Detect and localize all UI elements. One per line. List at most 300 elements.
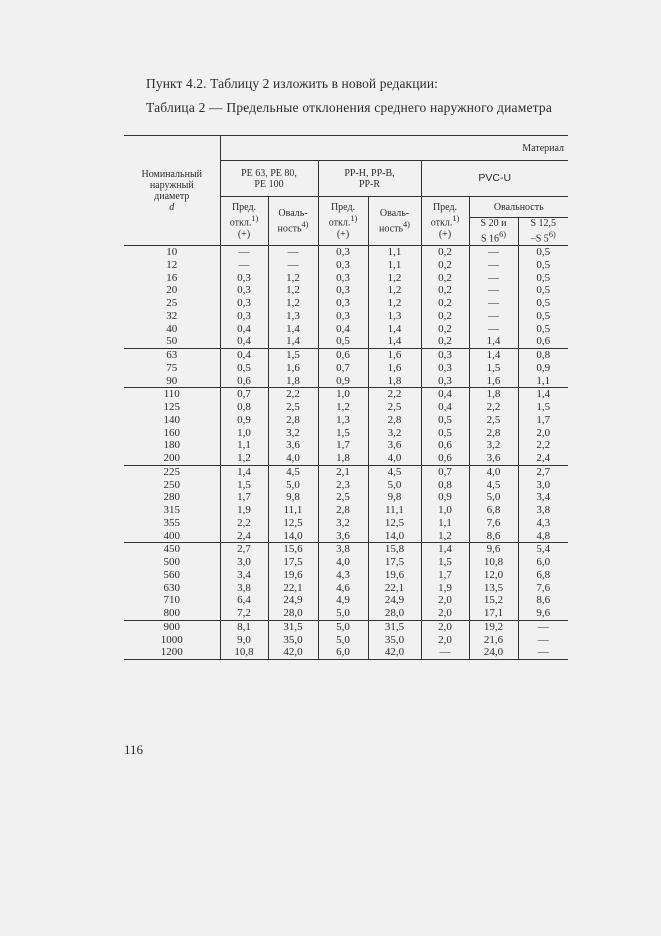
diameter-cell: 250 (163, 478, 180, 491)
diameter-cell: 32 (166, 309, 178, 322)
value-cell: 1,5 (268, 349, 318, 362)
table-row (124, 297, 568, 310)
value-cell: 9,8 (268, 491, 318, 504)
value-cell: 1,6 (368, 349, 421, 362)
value-cell: 3,6 (318, 530, 368, 543)
table-row (124, 620, 568, 633)
value-cell: — (268, 259, 318, 272)
value-cell: 0,7 (421, 465, 469, 478)
value-cell: 24,9 (368, 594, 421, 607)
value-cell: 2,5 (368, 401, 421, 414)
page-number: 116 (124, 742, 144, 757)
value-cell: 2,5 (268, 401, 318, 414)
value-cell: 9,8 (368, 491, 421, 504)
value-cell: 0,3 (220, 310, 268, 323)
value-cell: — (518, 646, 568, 659)
value-cell: 17,5 (368, 556, 421, 569)
value-cell: 1,5 (421, 556, 469, 569)
value-cell: 2,7 (220, 543, 268, 556)
value-cell: 3,2 (368, 427, 421, 440)
table-row (124, 479, 568, 492)
value-cell: 3,8 (220, 582, 268, 595)
value-cell: 0,8 (220, 401, 268, 414)
table-row (124, 401, 568, 414)
value-cell: 2,4 (220, 530, 268, 543)
value-cell: 2,2 (268, 388, 318, 401)
value-cell: 12,5 (268, 517, 318, 530)
diameter-cell: 12 (166, 258, 178, 271)
value-cell: 0,5 (220, 362, 268, 375)
table-row (124, 388, 568, 401)
value-cell: 8,6 (518, 594, 568, 607)
value-cell: 3,0 (220, 556, 268, 569)
value-cell: — (518, 634, 568, 647)
value-cell: 28,0 (268, 607, 318, 620)
value-cell: 5,0 (469, 491, 518, 504)
value-cell: 0,3 (421, 362, 469, 375)
value-cell: 31,5 (368, 620, 421, 633)
value-cell: 1,9 (421, 582, 469, 595)
value-cell: — (518, 620, 568, 633)
value-cell: 1,2 (368, 284, 421, 297)
value-cell: 0,7 (318, 362, 368, 375)
diameter-header: Номинальный наружный диаметр d (124, 136, 220, 246)
table-row (124, 465, 568, 478)
value-cell: 1,5 (220, 479, 268, 492)
value-cell: 3,4 (220, 569, 268, 582)
value-cell: 0,3 (318, 310, 368, 323)
value-cell: — (268, 246, 318, 259)
table-row (124, 491, 568, 504)
value-cell: 1,8 (268, 375, 318, 388)
value-cell: 31,5 (268, 620, 318, 633)
diameter-cell: 63 (166, 349, 178, 361)
value-cell: 0,3 (318, 284, 368, 297)
value-cell: 17,1 (469, 607, 518, 620)
table-row (124, 362, 568, 375)
value-cell: 0,2 (421, 323, 469, 336)
value-cell: 1,6 (268, 362, 318, 375)
table-row (124, 246, 568, 259)
value-cell: 0,3 (220, 297, 268, 310)
amendment-heading: Пункт 4.2. Таблицу 2 изложить в новой редакции: (146, 76, 439, 91)
value-cell: 0,7 (220, 388, 268, 401)
value-cell: 4,0 (469, 465, 518, 478)
table-row (124, 517, 568, 530)
value-cell: 1,7 (421, 569, 469, 582)
value-cell: 3,2 (268, 427, 318, 440)
value-cell: 28,0 (368, 607, 421, 620)
pp-deviation-header: Пред. откл.$^{1)}$ (+) (318, 197, 368, 246)
value-cell: 1,6 (469, 375, 518, 388)
value-cell: 0,9 (421, 491, 469, 504)
value-cell: 4,0 (268, 452, 318, 465)
diameter-cell: 10 (166, 246, 178, 258)
value-cell: 3,6 (368, 439, 421, 452)
table-row (124, 530, 568, 543)
diameter-cell: 125 (163, 401, 180, 413)
diameter-cell: 900 (163, 620, 180, 633)
diameter-cell: 50 (124, 335, 220, 348)
value-cell: 2,8 (268, 414, 318, 427)
value-cell: — (469, 297, 518, 310)
table-row (124, 349, 568, 362)
table-row (124, 259, 568, 272)
value-cell: 0,8 (518, 349, 568, 362)
value-cell: 0,5 (518, 246, 568, 259)
value-cell: 0,5 (421, 414, 469, 427)
value-cell: 1,3 (368, 310, 421, 323)
value-cell: 0,6 (318, 349, 368, 362)
value-cell: 2,8 (469, 427, 518, 440)
value-cell: 0,4 (220, 323, 268, 336)
value-cell: — (469, 259, 518, 272)
value-cell: — (469, 246, 518, 259)
value-cell: 4,6 (318, 582, 368, 595)
diameter-cell: 1000 (160, 633, 183, 646)
value-cell: 14,0 (268, 530, 318, 543)
value-cell: 1,1 (421, 517, 469, 530)
diameter-cell: 355 (163, 516, 180, 529)
value-cell: 0,5 (518, 284, 568, 297)
table-row (124, 272, 568, 285)
value-cell: 5,0 (368, 479, 421, 492)
value-cell: 2,3 (318, 479, 368, 492)
value-cell: 0,4 (220, 349, 268, 362)
value-cell: 7,6 (469, 517, 518, 530)
value-cell: 1,7 (220, 491, 268, 504)
value-cell: 6,4 (220, 594, 268, 607)
pp-ovality-header: Оваль- ность$^{4)}$ (368, 197, 421, 246)
value-cell: 3,4 (518, 491, 568, 504)
table-body (124, 246, 568, 660)
value-cell: 1,3 (268, 310, 318, 323)
value-cell: 4,3 (518, 517, 568, 530)
diameter-cell: 160 (163, 426, 180, 439)
diameter-cell: 400 (124, 530, 220, 543)
value-cell: 1,5 (518, 401, 568, 414)
value-cell: 1,8 (469, 388, 518, 401)
value-cell: 13,5 (469, 582, 518, 595)
value-cell: 12,5 (368, 517, 421, 530)
value-cell: 0,2 (421, 335, 469, 348)
value-cell: 0,6 (518, 335, 568, 348)
value-cell: 0,4 (318, 323, 368, 336)
pvc-deviation-header: Пред. откл.$^{1)}$ (+) (421, 197, 469, 246)
value-cell: 2,8 (318, 504, 368, 517)
table-row (124, 543, 568, 556)
value-cell: 1,4 (368, 323, 421, 336)
value-cell: 1,7 (518, 414, 568, 427)
value-cell: 35,0 (268, 634, 318, 647)
pvc-group-header: PVC-U (421, 161, 568, 197)
diameter-cell: 800 (124, 607, 220, 620)
value-cell: 0,5 (518, 310, 568, 323)
value-cell: 8,6 (469, 530, 518, 543)
value-cell: 2,0 (421, 607, 469, 620)
value-cell: 4,5 (268, 465, 318, 478)
table-row (124, 582, 568, 595)
pe-group-header: PE 63, PE 80, PE 100 (220, 161, 318, 197)
value-cell: 1,2 (268, 284, 318, 297)
value-cell: 2,2 (469, 401, 518, 414)
table-caption: Таблица 2 — Предельные отклонения среднего наружного диаметра (146, 100, 553, 115)
value-cell: 9,0 (220, 634, 268, 647)
value-cell: 4,3 (318, 569, 368, 582)
value-cell: 9,6 (518, 607, 568, 620)
value-cell: 1,2 (268, 297, 318, 310)
value-cell: 0,3 (318, 297, 368, 310)
value-cell: 1,4 (518, 388, 568, 401)
value-cell: 1,8 (318, 452, 368, 465)
value-cell: 0,3 (318, 272, 368, 285)
table-row (124, 607, 568, 620)
value-cell: 6,8 (518, 569, 568, 582)
value-cell: — (469, 310, 518, 323)
value-cell: 15,6 (268, 543, 318, 556)
pvc-s20-header: S 20 и S 16$^{6)}$ (469, 218, 518, 246)
material-header: Материал (220, 136, 568, 161)
table-row (124, 414, 568, 427)
diameter-cell: 75 (166, 361, 178, 374)
diameter-cell: 450 (163, 543, 180, 556)
value-cell: 1,4 (220, 465, 268, 478)
diameter-cell: 560 (163, 568, 180, 581)
value-cell: 0,3 (220, 284, 268, 297)
value-cell: 6,0 (518, 556, 568, 569)
value-cell: 6,8 (469, 504, 518, 517)
pe-ovality-header: Оваль- ность$^{4)}$ (268, 197, 318, 246)
value-cell: 6,0 (318, 646, 368, 659)
pe-deviation-header: Пред. откл.$^{1)}$ (+) (220, 197, 268, 246)
value-cell: 12,0 (469, 569, 518, 582)
value-cell: — (469, 323, 518, 336)
value-cell: 0,3 (421, 349, 469, 362)
value-cell: 0,4 (421, 388, 469, 401)
value-cell: 4,5 (368, 465, 421, 478)
value-cell: 1,7 (318, 439, 368, 452)
value-cell: 35,0 (368, 634, 421, 647)
value-cell: 1,1 (368, 259, 421, 272)
value-cell: 1,1 (368, 246, 421, 259)
diameter-cell: 1200 (124, 646, 220, 659)
diameter-cell: 25 (166, 297, 178, 309)
value-cell: 0,2 (421, 284, 469, 297)
value-cell: 2,2 (518, 439, 568, 452)
diameter-cell: 280 (163, 491, 180, 504)
diameter-cell: 180 (163, 439, 180, 452)
value-cell: 2,5 (469, 414, 518, 427)
table-row (124, 375, 568, 388)
value-cell: 9,6 (469, 543, 518, 556)
value-cell: 42,0 (368, 646, 421, 659)
value-cell: 0,8 (421, 479, 469, 492)
value-cell: 1,0 (318, 388, 368, 401)
value-cell: 0,5 (518, 297, 568, 310)
diameter-cell: 20 (166, 284, 178, 297)
value-cell: 1,9 (220, 504, 268, 517)
table-row (124, 452, 568, 465)
value-cell: 0,2 (421, 272, 469, 285)
value-cell: 8,1 (220, 620, 268, 633)
pvc-s12-header: S 12,5 –S 5$^{6)}$ (518, 218, 568, 246)
diameter-cell: 140 (163, 413, 180, 426)
value-cell: 11,1 (268, 504, 318, 517)
table-row (124, 594, 568, 607)
table-row (124, 284, 568, 297)
diameter-cell: 500 (163, 556, 180, 568)
value-cell: 0,5 (518, 259, 568, 272)
value-cell: 1,4 (268, 323, 318, 336)
value-cell: 2,8 (368, 414, 421, 427)
value-cell: 1,4 (368, 335, 421, 348)
value-cell: 17,5 (268, 556, 318, 569)
value-cell: 3,6 (469, 452, 518, 465)
diameter-cell: 200 (124, 452, 220, 465)
value-cell: 0,2 (421, 310, 469, 323)
value-cell: 0,6 (421, 452, 469, 465)
diameter-cell: 315 (163, 504, 180, 516)
value-cell: 0,5 (518, 323, 568, 336)
value-cell: 1,2 (268, 272, 318, 285)
value-cell: 5,0 (318, 634, 368, 647)
value-cell: 7,6 (518, 582, 568, 595)
value-cell: 1,2 (421, 530, 469, 543)
value-cell: 0,3 (220, 272, 268, 285)
diameter-cell: 90 (124, 375, 220, 388)
value-cell: 19,2 (469, 620, 518, 633)
pvc-ovality-header: Овальность (469, 197, 568, 218)
diameter-cell: 225 (163, 465, 180, 478)
table-row (124, 310, 568, 323)
value-cell: 1,5 (318, 427, 368, 440)
value-cell: 0,9 (318, 375, 368, 388)
value-cell: 3,2 (318, 517, 368, 530)
value-cell: 0,6 (421, 439, 469, 452)
value-cell: 4,8 (518, 530, 568, 543)
value-cell: 7,2 (220, 607, 268, 620)
value-cell: 15,8 (368, 543, 421, 556)
value-cell: — (220, 259, 268, 272)
tolerance-table (124, 135, 568, 660)
value-cell: 1,0 (220, 427, 268, 440)
pp-group-header: PP-H, PP-B, PP-R (318, 161, 421, 197)
diameter-cell: 710 (163, 594, 180, 607)
diameter-cell: 630 (163, 581, 180, 594)
value-cell: 21,6 (469, 634, 518, 647)
diameter-cell: 16 (166, 271, 178, 284)
table-row (124, 569, 568, 582)
value-cell: 1,2 (368, 297, 421, 310)
value-cell: 1,4 (421, 543, 469, 556)
table-row (124, 556, 568, 569)
value-cell: — (469, 284, 518, 297)
value-cell: 1,1 (518, 375, 568, 388)
value-cell: 3,0 (518, 479, 568, 492)
value-cell: 2,7 (518, 465, 568, 478)
value-cell: 5,0 (318, 607, 368, 620)
value-cell: 2,0 (421, 634, 469, 647)
value-cell: 0,2 (421, 259, 469, 272)
value-cell: 1,1 (220, 439, 268, 452)
value-cell: 4,5 (469, 479, 518, 492)
table-row (124, 323, 568, 336)
table-row (124, 646, 568, 659)
table-row (124, 335, 568, 348)
value-cell: 0,5 (421, 427, 469, 440)
value-cell: 4,0 (318, 556, 368, 569)
value-cell: 0,5 (518, 272, 568, 285)
value-cell: 0,3 (318, 246, 368, 259)
value-cell: 11,1 (368, 504, 421, 517)
table-row (124, 634, 568, 647)
value-cell: 1,2 (318, 401, 368, 414)
value-cell: 0,2 (421, 246, 469, 259)
value-cell: 1,4 (469, 335, 518, 348)
diameter-cell: 40 (166, 322, 178, 335)
value-cell: — (421, 646, 469, 659)
table-row (124, 427, 568, 440)
value-cell: 1,4 (469, 349, 518, 362)
value-cell: 1,0 (421, 504, 469, 517)
value-cell: 3,8 (518, 504, 568, 517)
value-cell: 1,6 (368, 362, 421, 375)
value-cell: 1,4 (268, 335, 318, 348)
value-cell: 5,0 (318, 620, 368, 633)
value-cell: 5,4 (518, 543, 568, 556)
value-cell: 22,1 (368, 582, 421, 595)
value-cell: 2,0 (518, 427, 568, 440)
value-cell: 2,1 (318, 465, 368, 478)
table-row (124, 504, 568, 517)
value-cell: 22,1 (268, 582, 318, 595)
value-cell: 3,8 (318, 543, 368, 556)
value-cell: 4,0 (368, 452, 421, 465)
value-cell: 1,2 (220, 452, 268, 465)
value-cell: 0,2 (421, 297, 469, 310)
value-cell: 10,8 (220, 646, 268, 659)
value-cell: 1,2 (368, 272, 421, 285)
value-cell: 4,9 (318, 594, 368, 607)
value-cell: 3,6 (268, 439, 318, 452)
value-cell: 42,0 (268, 646, 318, 659)
value-cell: 1,8 (368, 375, 421, 388)
value-cell: 14,0 (368, 530, 421, 543)
value-cell: 3,2 (469, 439, 518, 452)
value-cell: 0,6 (220, 375, 268, 388)
value-cell: 15,2 (469, 594, 518, 607)
value-cell: 2,2 (220, 517, 268, 530)
table-row (124, 439, 568, 452)
value-cell: 1,3 (318, 414, 368, 427)
value-cell: 10,8 (469, 556, 518, 569)
value-cell: 0,3 (318, 259, 368, 272)
value-cell: 2,5 (318, 491, 368, 504)
value-cell: 0,3 (421, 375, 469, 388)
value-cell: 0,9 (518, 362, 568, 375)
value-cell: 2,0 (421, 620, 469, 633)
value-cell: 24,9 (268, 594, 318, 607)
value-cell: 19,6 (268, 569, 318, 582)
value-cell: — (220, 246, 268, 259)
value-cell: 0,9 (220, 414, 268, 427)
value-cell: 0,5 (318, 335, 368, 348)
value-cell: 0,4 (220, 335, 268, 348)
value-cell: 2,4 (518, 452, 568, 465)
value-cell: 1,5 (469, 362, 518, 375)
value-cell: 19,6 (368, 569, 421, 582)
value-cell: — (469, 272, 518, 285)
